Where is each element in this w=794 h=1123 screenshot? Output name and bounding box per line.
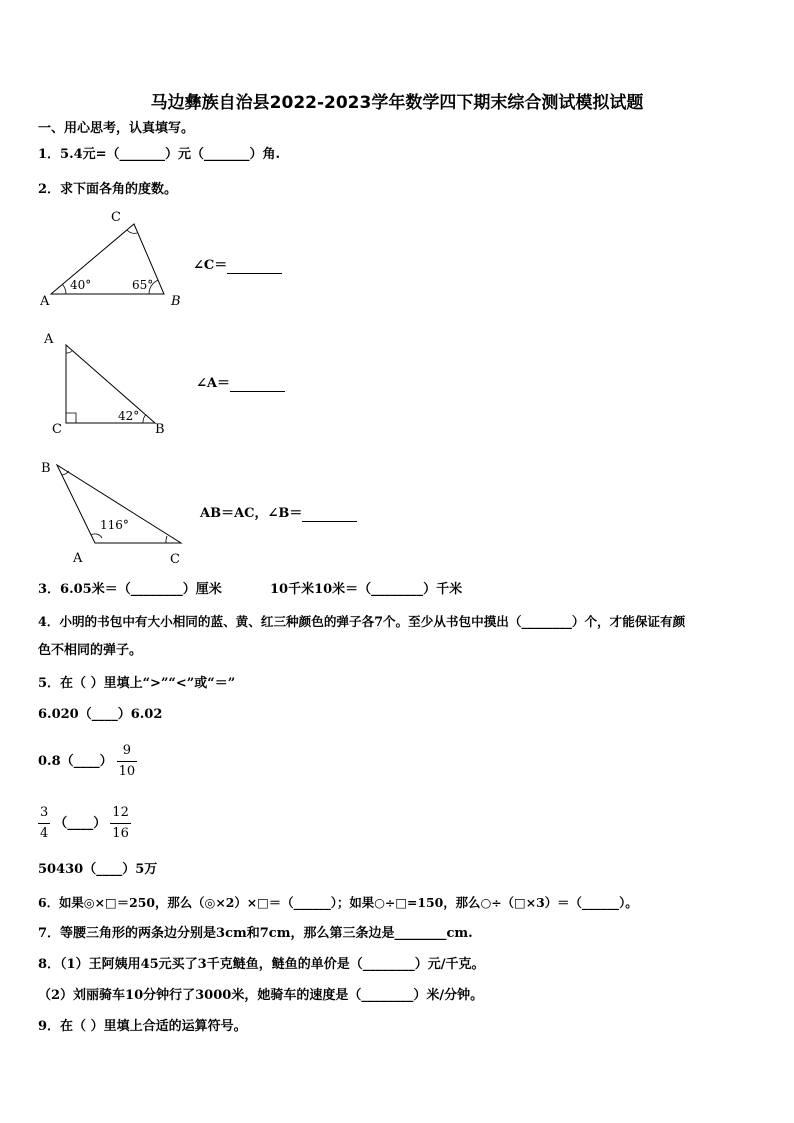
vertex-label-c: C: [111, 210, 121, 225]
compare-item-b: 0.8（____） $\frac{9}{10}$: [38, 741, 141, 782]
question-2: [38, 182, 177, 198]
angle-b-value: 65°: [132, 278, 154, 292]
question-3-part-2: 10千米10米＝（________）千米: [270, 582, 463, 597]
triangle-1-question: ∠C＝: [193, 257, 282, 274]
question-text: 小明的书包中有大小相同的蓝、黄、红三种颜色的弹子各7个。至少从书包中摸出（________）个，才能保证有颜: [59, 614, 686, 629]
answer-blank[interactable]: [227, 257, 282, 274]
triangle-1-figure: [36, 208, 196, 313]
triangle-3-figure: [36, 455, 196, 570]
question-8-line-2: （2）刘丽骑车10分钟行了3000米，她骑车的速度是（________）米/分钟。: [38, 988, 484, 1003]
question-9: [38, 1019, 247, 1035]
compare-item-c: $\frac{3}{4}$ （____） $\frac{12}{16}$: [34, 803, 135, 844]
vertex-label-c: C: [52, 422, 62, 437]
triangle-2-figure: [40, 325, 180, 437]
question-text: 等腰三角形的两条边分别是3cm和7cm，那么第三条边是________cm.: [60, 926, 473, 941]
angle-b-value: 42°: [118, 409, 140, 423]
question-number: 5．: [38, 676, 61, 691]
fraction: $\frac{12}{16}$: [110, 803, 131, 844]
question-number: 4．: [38, 614, 60, 629]
question-8-line-1: [38, 957, 484, 973]
question-6: [38, 895, 638, 911]
angle-a-value: 116°: [100, 518, 129, 532]
question-text: （1）王阿姨用45元买了3千克鲢鱼，鲢鱼的单价是（________）元/千克。: [60, 957, 485, 972]
question-text: 在（ ）里填上“>”“<”或“＝”: [60, 676, 236, 691]
fraction: $\frac{3}{4}$: [38, 803, 50, 844]
fraction: $\frac{9}{10}$: [117, 741, 138, 782]
question-number: 1．: [38, 147, 61, 162]
question-text: 在（ ）里填上合适的运算符号。: [60, 1019, 247, 1034]
section-heading: 一、用心思考，认真填写。: [38, 121, 195, 136]
question-number: 2．: [38, 182, 61, 197]
question-text: 5.4元=（_______）元（_______）角.: [60, 147, 281, 162]
question-number: 3．: [38, 582, 61, 597]
triangle-2-question: ∠A＝: [196, 375, 285, 392]
question-text: 求下面各角的度数。: [60, 182, 178, 197]
question-3: [38, 582, 222, 598]
compare-item-a: 6.020（____）6.02: [38, 707, 163, 722]
vertex-label-b: B: [41, 461, 51, 476]
vertex-label-a: A: [40, 294, 50, 309]
page-title: 马边彝族自治县2022-2023学年数学四下期末综合测试模拟试题: [150, 93, 644, 113]
question-number: 9．: [38, 1019, 61, 1034]
question-5: [38, 676, 235, 692]
question-number: 7．: [38, 926, 61, 941]
triangle-3-question: AB＝AC，∠B＝: [200, 505, 357, 522]
answer-blank[interactable]: [230, 375, 285, 392]
question-1: [38, 147, 280, 163]
question-number: 8．: [38, 957, 61, 972]
question-7: [38, 926, 473, 942]
question-part-1: 6.05米＝（________）厘米: [60, 582, 222, 597]
question-4-line-2: 色不相同的弹子。: [38, 643, 143, 658]
vertex-label-b: B: [171, 294, 181, 309]
vertex-label-a: A: [73, 551, 83, 566]
vertex-label-c: C: [170, 552, 180, 567]
question-number: 6．: [38, 895, 60, 910]
angle-a-value: 40°: [70, 278, 92, 292]
compare-item-d: 50430（____）5万: [38, 862, 158, 877]
question-4-line-1: [38, 614, 685, 630]
vertex-label-b: B: [155, 422, 165, 437]
question-text: 如果◎×□＝250，那么（◎×2）×□＝（______）；如果○÷□=150，那么○÷（□×3）＝（______）。: [59, 895, 638, 910]
vertex-label-a: A: [44, 332, 54, 347]
answer-blank[interactable]: [302, 505, 357, 522]
